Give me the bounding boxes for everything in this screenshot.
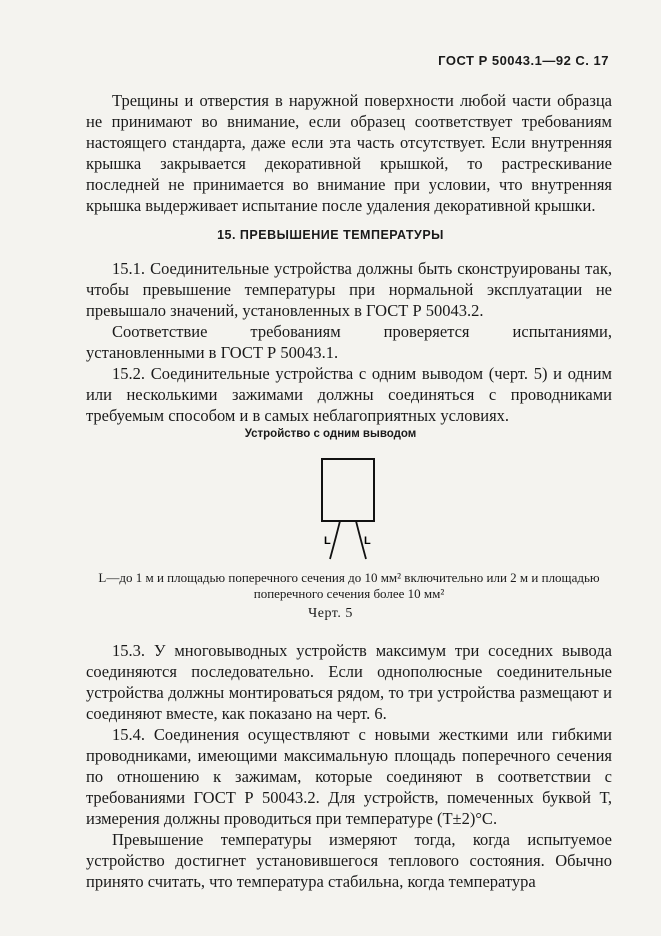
figure-caption: L—до 1 м и площадью поперечного сечения до 10 мм² включительно или 2 м и площадью поперечного сечения более 10 мм² [98,570,600,601]
label-right: L [364,535,371,547]
paragraph-last: Превышение температуры измеряют тогда, когда испытуемое устройство достигнет установившегося теплового состояния. Обычно принято считать, что температура стабильна, когда температура [86,830,612,891]
figure-device [300,455,400,565]
paragraph-15-4: 15.4. Соединения осуществляют с новыми жесткими или гибкими проводниками, имеющими максимальную площадь поперечного сечения по отношению к зажимам, которые соединяют в соответствии с требованиями ГОСТ Р 50043.2. Для устройств, помеченных буквой Т, измерения должны проводиться при температуре (Т±2)°С. [86,725,612,828]
section-15-block [86,258,612,426]
figure-number: Черт. 5 [308,606,353,621]
device-diagram [300,455,400,565]
section-title: 15. ПРЕВЫШЕНИЕ ТЕМПЕРАТУРЫ [217,228,444,242]
paragraph-15-1: 15.1. Соединительные устройства должны быть сконструированы так, чтобы превышение температуры при нормальной эксплуатации не превышало значений, установленных в ГОСТ Р 50043.2. [86,259,612,320]
label-left: L [324,535,331,547]
intro-paragraph: Трещины и отверстия в наружной поверхности любой части образца не принимают во внимание, если образец соответствует требованиям настоящего стандарта, даже если эта часть отсутствует. Если внутренняя крышка закрывается декоративной крышкой, то растрескивание последней не принимается во внимание при условии, что внутренняя крышка выдерживает испытание после удаления декоративной крышки. [86,91,612,215]
lead-left [330,521,340,559]
intro-block [86,90,612,216]
page-header: ГОСТ Р 50043.1—92 С. 17 [438,53,609,68]
device-box [322,459,374,521]
paragraph-15-3: 15.3. У многовыводных устройств максимум три соседних вывода соединяются последовательно. Если однополюсные соединительные устройства должны монтироваться рядом, то три устройства размещают и соединяют вместе, как показано на черт. 6. [86,641,612,723]
figure-title: Устройство с одним выводом [244,428,417,440]
section-15-cont-block [86,640,612,892]
paragraph-15-1-check: Соответствие требованиям проверяется испытаниями, установленными в ГОСТ Р 50043.1. [86,322,612,362]
paragraph-15-2: 15.2. Соединительные устройства с одним выводом (черт. 5) и одним или несколькими зажимами должны соединяться с проводниками требуемым способом и в самых неблагоприятных условиях. [86,364,612,425]
